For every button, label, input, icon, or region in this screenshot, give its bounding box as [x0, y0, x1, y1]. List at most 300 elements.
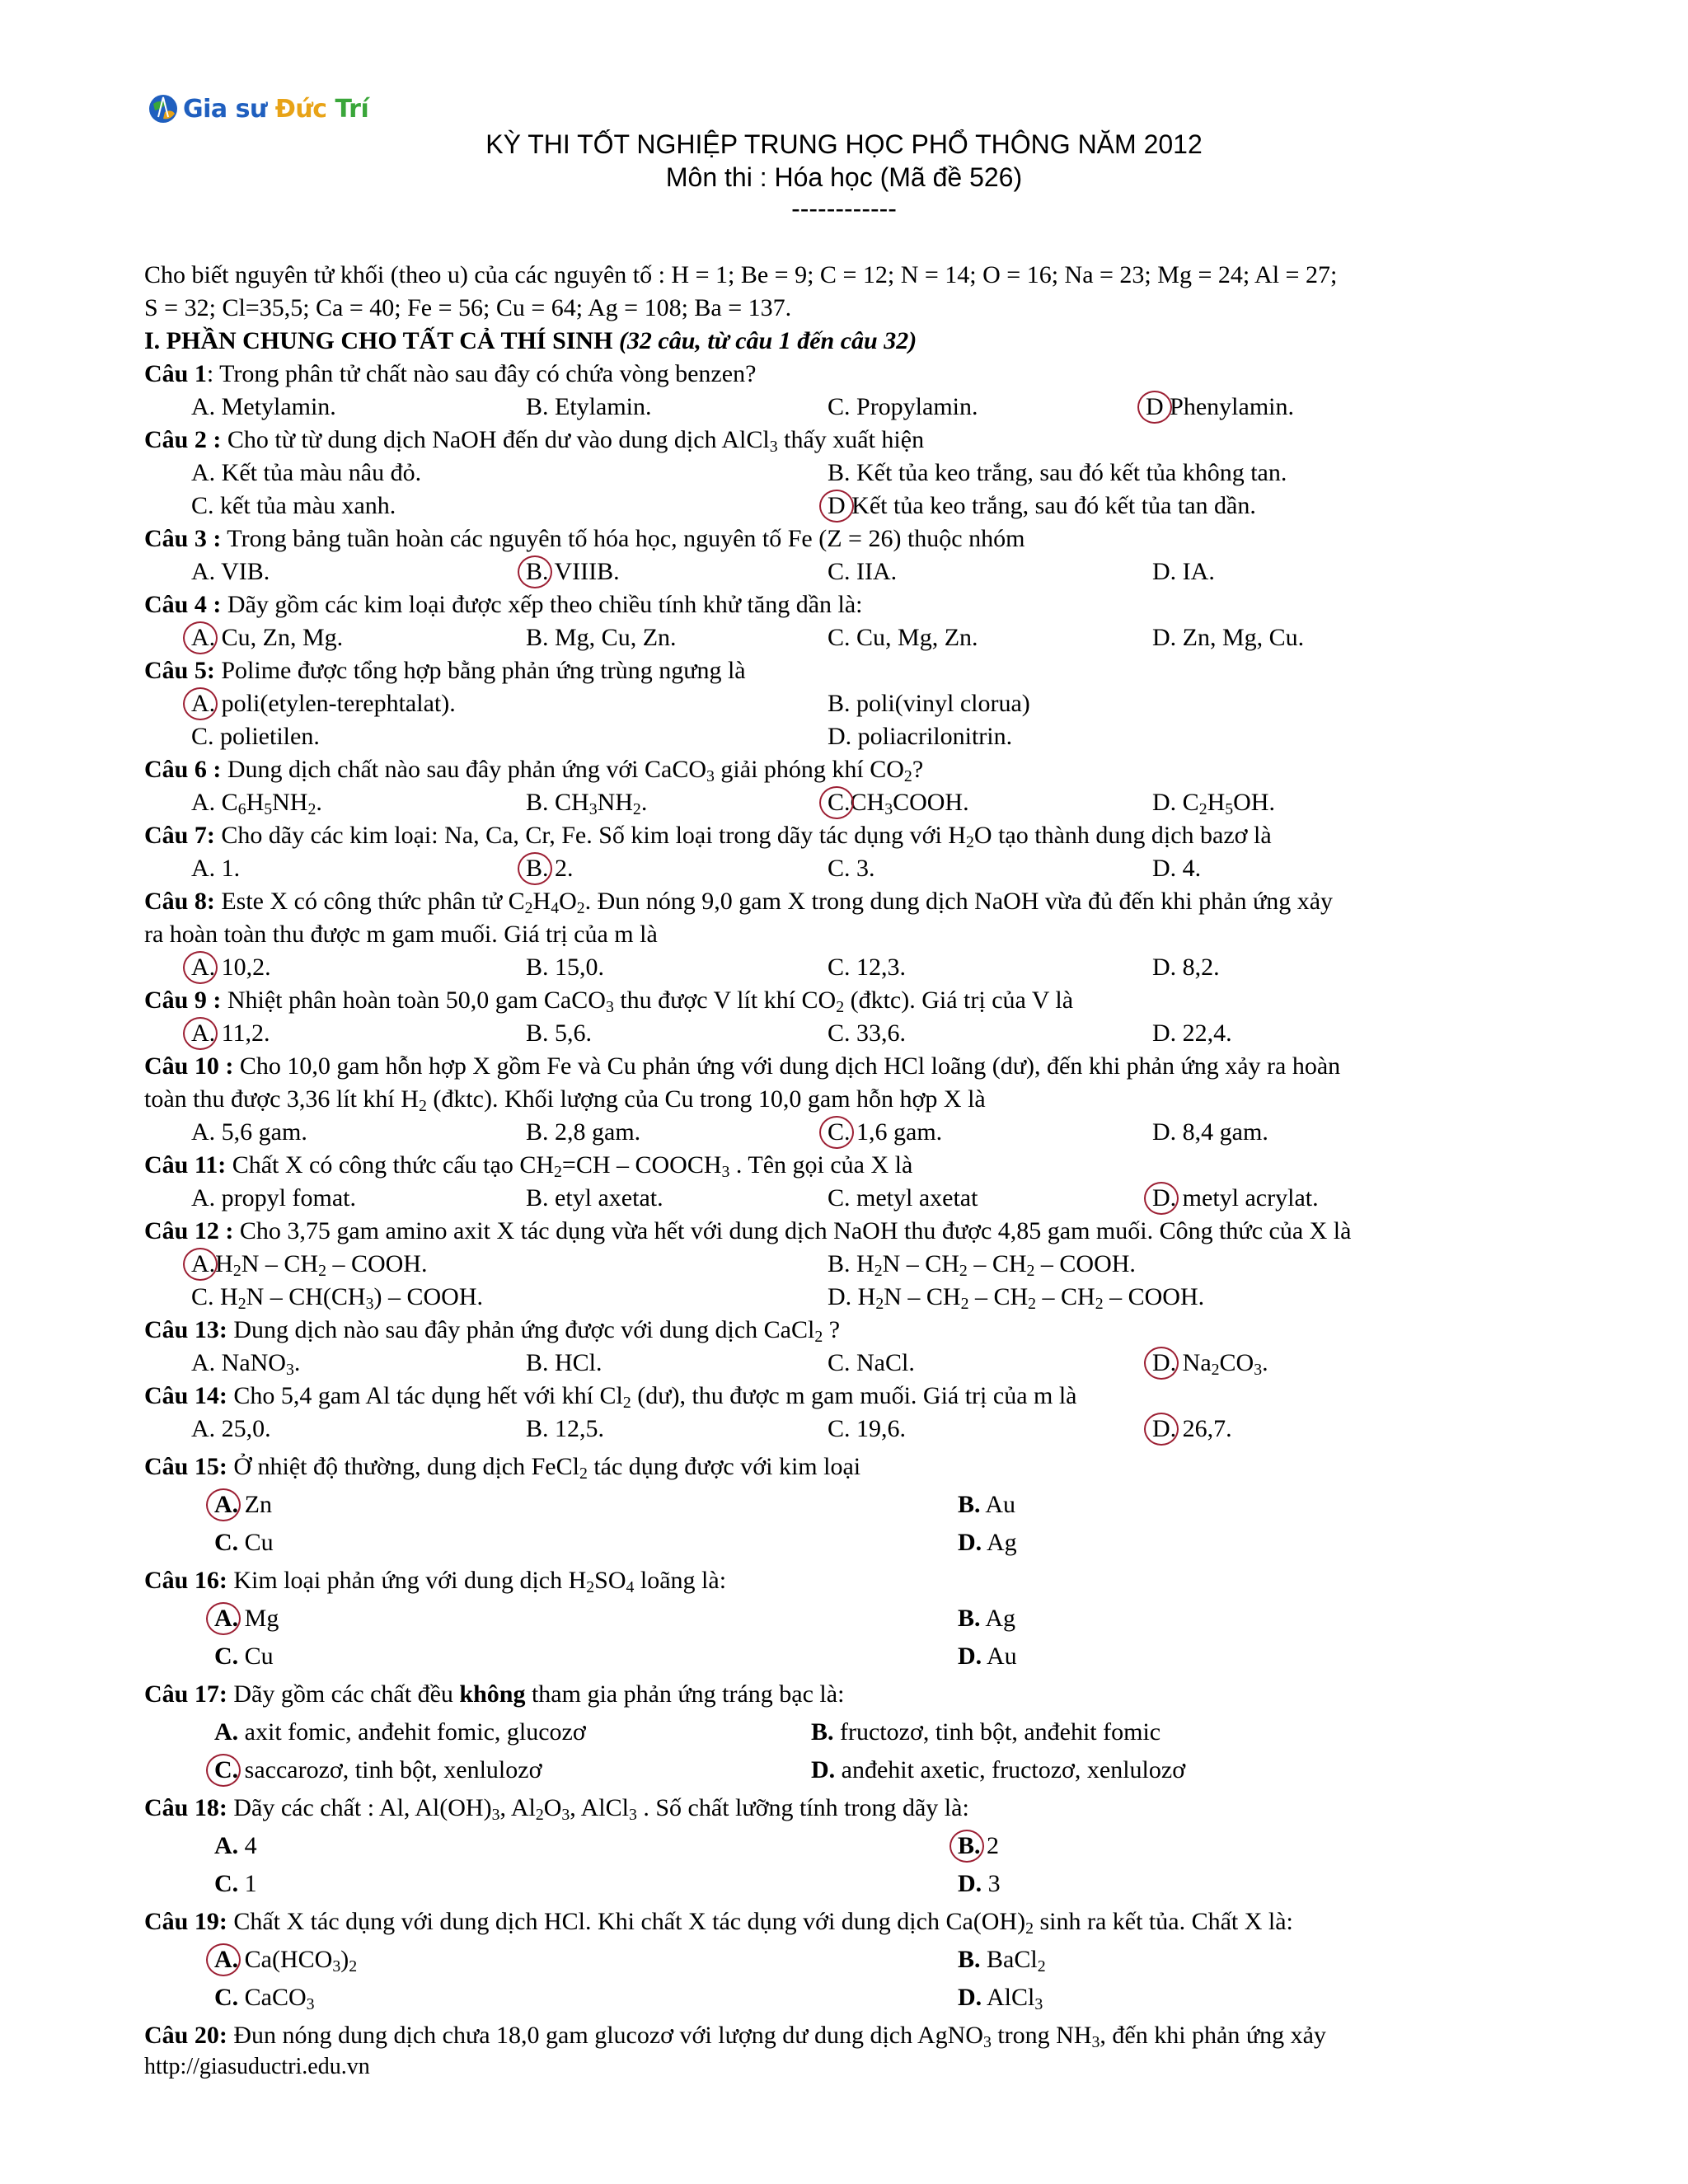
q12-b-2: N – CH	[882, 1250, 959, 1277]
q1-option-a[interactable]: A. Metylamin.	[191, 393, 336, 420]
q9-text: Nhiệt phân hoàn toàn 50,0 gam CaCO	[221, 987, 606, 1014]
q11-label: Câu 11:	[144, 1151, 227, 1179]
q17-text: Dãy gồm các chất đều	[227, 1680, 460, 1708]
q14-option-b[interactable]: B. 12,5.	[526, 1415, 605, 1442]
q16-d-letter: D.	[958, 1643, 982, 1670]
q12-a-2: N – CH	[241, 1250, 319, 1277]
q2-text: Cho từ từ dung dịch NaOH đến dư vào dung dịch AlCl	[221, 426, 770, 453]
q9-option-d[interactable]: D. 22,4.	[1152, 1019, 1232, 1047]
q17-d-text: anđehit axetic, fructozơ, xenlulozơ	[835, 1756, 1186, 1783]
q3-b-text: VIIIB.	[548, 558, 620, 585]
exam-subtitle: Môn thi : Hóa học (Mã đề 526)	[665, 162, 1023, 192]
q4-a-letter: A.	[191, 624, 216, 651]
intro-line1: Cho biết nguyên tử khối (theo u) của các nguyên tố : H = 1; Be = 9; C = 12; N = 14; O = 16; Na = 23; Mg = 24; Al = 27;	[144, 261, 1338, 288]
section-note: (32 câu, từ câu 1 đến câu 32)	[618, 327, 917, 354]
q16-option-d[interactable]	[958, 1640, 1017, 1673]
q6-c-1: CH	[850, 789, 885, 816]
q19-option-c[interactable]	[214, 1981, 315, 2014]
q9-sub2: 2	[836, 997, 845, 1016]
q12-option-a[interactable]	[191, 1248, 427, 1281]
brand-name-part2: Đức	[274, 94, 327, 124]
question-6	[144, 753, 923, 786]
answer-circle-icon	[518, 852, 552, 885]
answer-circle-icon	[1144, 1413, 1179, 1446]
answer-circle-icon	[206, 1754, 241, 1787]
section-title-text: I. PHẦN CHUNG CHO TẤT CẢ THÍ SINH	[144, 327, 613, 354]
q12-a-1: H	[215, 1250, 233, 1277]
q17-option-b[interactable]	[811, 1716, 1160, 1749]
q20-text3: , đến khi phản ứng xảy	[1100, 2022, 1326, 2049]
answer-circle-icon	[1144, 1347, 1179, 1380]
q16-text: Kim loại phản ứng với dung dịch H	[227, 1567, 587, 1594]
q12-c-1: C. H	[191, 1283, 238, 1310]
q19-d-letter: D.	[958, 1984, 982, 2011]
q15-b-text: Au	[980, 1491, 1016, 1518]
q12-d-sub1: 2	[875, 1294, 884, 1313]
question-3	[144, 523, 1025, 555]
q17-a-text: axit fomic, anđehit fomic, glucozơ	[238, 1718, 586, 1746]
q18-option-d[interactable]	[958, 1868, 1001, 1900]
q12-d-5: – COOH.	[1103, 1283, 1205, 1310]
q20-sub1: 3	[982, 2032, 992, 2051]
q2-option-a[interactable]: A. Kết tủa màu nâu đỏ.	[191, 459, 422, 486]
q6-d-3: OH.	[1233, 789, 1275, 816]
answer-circle-icon	[206, 1602, 241, 1635]
question-20	[144, 2019, 1326, 2052]
q19-label: Câu 19:	[144, 1908, 227, 1935]
q4-option-a[interactable]	[191, 621, 343, 654]
q10-option-a[interactable]: A. 5,6 gam.	[191, 1118, 307, 1146]
q9-label: Câu 9 :	[144, 987, 222, 1014]
question-12	[144, 1215, 1351, 1248]
header-divider: ------------	[791, 194, 897, 223]
q11-d-letter: D.	[1152, 1184, 1177, 1212]
q13-a-sub: 3	[285, 1360, 294, 1379]
q7-option-b[interactable]	[526, 852, 574, 885]
q20-text: Đun nóng dung dịch chưa 18,0 gam glucozơ với lượng dư dung dịch AgNO	[227, 2022, 983, 2049]
q19-a-1: Ca(HCO	[238, 1946, 333, 1973]
q4-option-d[interactable]: D. Zn, Mg, Cu.	[1152, 624, 1305, 651]
q15-c-letter: C.	[214, 1529, 239, 1556]
q10-line2-b: (đktc). Khối lượng của Cu trong 10,0 gam hỗn hợp X là	[426, 1085, 986, 1113]
q17-option-d[interactable]	[811, 1754, 1185, 1787]
q2-option-d[interactable]	[828, 490, 1256, 523]
answer-circle-icon	[206, 1488, 241, 1521]
q4-option-c[interactable]: C. Cu, Mg, Zn.	[828, 624, 978, 651]
q11-text2: =CH – COOCH	[561, 1151, 722, 1179]
q6-option-a[interactable]	[191, 786, 322, 819]
q18-sub1: 3	[491, 1805, 500, 1824]
q16-option-a[interactable]	[214, 1602, 279, 1635]
question-14	[144, 1380, 1077, 1413]
q6-b-sub1: 3	[588, 799, 598, 818]
q20-label: Câu 20:	[144, 2022, 227, 2049]
q9-text3: (đktc). Giá trị của V là	[844, 987, 1074, 1014]
q11-text: Chất X có công thức cấu tạo CH	[226, 1151, 555, 1179]
q18-option-c[interactable]	[214, 1868, 257, 1900]
q15-option-a[interactable]	[214, 1488, 272, 1521]
q13-a-2: .	[293, 1349, 301, 1376]
q6-option-d[interactable]	[1152, 786, 1275, 819]
q14-option-c[interactable]: C. 19,6.	[828, 1415, 907, 1442]
q17-c-text: saccarozơ, tinh bột, xenlulozơ	[238, 1756, 542, 1783]
section-title	[144, 325, 917, 358]
q11-text3: . Tên gọi của X là	[729, 1151, 913, 1179]
q8-sub1: 2	[524, 898, 533, 917]
q16-sub1: 2	[586, 1577, 595, 1596]
q8-line2: ra hoàn toàn thu được m gam muối. Giá trị của m là	[144, 921, 658, 948]
q12-a-sub1: 2	[232, 1261, 241, 1280]
q2-d-letter: D	[828, 492, 846, 519]
q9-a-text: 11,2.	[215, 1019, 270, 1047]
q14-text: Cho 5,4 gam Al tác dụng hết với khí Cl	[227, 1382, 623, 1409]
q8-text: Este X có công thức phân tử C	[214, 888, 525, 915]
q10-option-c[interactable]	[828, 1116, 942, 1149]
q10-text: Cho 10,0 gam hỗn hợp X gồm Fe và Cu phản ứng với dung dịch HCl loãng (dư), đến khi phản ứng xảy ra hoàn	[233, 1052, 1341, 1080]
q17-d-letter: D.	[811, 1756, 836, 1783]
q17-text2: tham gia phản ứng tráng bạc là:	[525, 1680, 845, 1708]
q12-c-2: N – CH(CH	[246, 1283, 366, 1310]
q19-c-1: CaCO	[238, 1984, 307, 2011]
q1-option-d[interactable]	[1146, 391, 1294, 424]
q2-d-text: Kết tủa keo trắng, sau đó kết tủa tan dần.	[845, 492, 1256, 519]
q11-sub1: 2	[554, 1162, 562, 1181]
q14-text2: (dư), thu được m gam muối. Giá trị của m là	[631, 1382, 1077, 1409]
q17-option-a[interactable]	[214, 1716, 586, 1749]
q16-option-c[interactable]	[214, 1640, 274, 1673]
q18-text2: , Al	[499, 1794, 536, 1821]
q6-a-sub1: 6	[237, 799, 246, 818]
footer-url[interactable]: http://giasuductri.edu.vn	[144, 2054, 370, 2079]
q10-c-text: 1,6 gam.	[850, 1118, 943, 1146]
q8-label: Câu 8:	[144, 888, 215, 915]
q6-a-sub3: 2	[307, 799, 316, 818]
q6-c-letter: C.	[828, 789, 851, 816]
q6-b-2: NH	[597, 789, 633, 816]
q13-d-sub1: 2	[1211, 1360, 1220, 1379]
q16-c-text: Cu	[238, 1643, 274, 1670]
q19-d-sub: 3	[1034, 1994, 1043, 2013]
q19-text2: sinh ra kết tủa. Chất X là:	[1033, 1908, 1293, 1935]
q5-option-a[interactable]	[191, 687, 456, 720]
q1-option-b[interactable]: B. Etylamin.	[526, 393, 652, 420]
q16-c-letter: C.	[214, 1643, 239, 1670]
q12-c-3: ) – COOH.	[373, 1283, 483, 1310]
q7-text2: O tạo thành dung dịch bazơ là	[973, 822, 1272, 849]
q3-label: Câu 3 :	[144, 525, 222, 552]
q3-option-c[interactable]: C. IIA.	[828, 558, 898, 585]
q10-option-b[interactable]: B. 2,8 gam.	[526, 1118, 641, 1146]
q12-c-sub2: 3	[365, 1294, 374, 1313]
q9-option-a[interactable]	[191, 1017, 270, 1050]
q6-a-4: .	[316, 789, 322, 816]
q16-sub2: 4	[626, 1577, 635, 1596]
q19-a-sub2: 2	[349, 1957, 358, 1975]
q15-text2: tác dụng được với kim loại	[587, 1453, 861, 1480]
q12-text: Cho 3,75 gam amino axit X tác dụng vừa hết với dung dịch NaOH thu được 4,85 gam muối. Công thức của X là	[233, 1217, 1352, 1244]
q11-sub2: 3	[721, 1162, 730, 1181]
q9-option-c[interactable]: C. 33,6.	[828, 1019, 907, 1047]
q2-sub: 3	[769, 437, 778, 456]
q8-option-b[interactable]: B. 15,0.	[526, 954, 605, 981]
q16-label: Câu 16:	[144, 1567, 227, 1594]
q18-sub2: 2	[535, 1805, 544, 1824]
q10-line2	[144, 1083, 986, 1116]
q19-a-letter: A.	[214, 1946, 239, 1973]
q7-label: Câu 7:	[144, 822, 215, 849]
q10-sub1: 2	[418, 1096, 427, 1115]
question-2	[144, 424, 924, 457]
q8-text2: H	[532, 888, 551, 915]
q13-text: Dung dịch nào sau đây phản ứng được với dung dịch CaCl	[227, 1316, 815, 1343]
q16-a-text: Mg	[238, 1605, 279, 1632]
question-18	[144, 1792, 969, 1825]
q12-d-sub2: 2	[960, 1294, 969, 1313]
q16-b-text: Ag	[980, 1605, 1016, 1632]
question-15	[144, 1451, 860, 1483]
q8-option-c[interactable]: C. 12,3.	[828, 954, 907, 981]
q6-d-2: H	[1207, 789, 1226, 816]
q12-d-3: – CH	[968, 1283, 1029, 1310]
q12-option-c[interactable]	[191, 1281, 483, 1314]
q19-text: Chất X tác dụng với dung dịch HCl. Khi chất X tác dụng với dung dịch Ca(OH)	[227, 1908, 1026, 1935]
q6-c-sub1: 3	[884, 799, 893, 818]
answer-circle-icon	[1144, 1182, 1179, 1215]
q13-d-3: .	[1262, 1349, 1268, 1376]
question-4	[144, 588, 863, 621]
q3-text: Trong bảng tuần hoàn các nguyên tố hóa học, nguyên tố Fe (Z = 26) thuộc nhóm	[221, 525, 1025, 552]
q12-b-sub3: 2	[1026, 1261, 1035, 1280]
q16-option-b[interactable]	[958, 1602, 1015, 1635]
q16-a-letter: A.	[214, 1605, 239, 1632]
q18-a-letter: A.	[214, 1832, 239, 1859]
answer-circle-icon	[518, 555, 552, 588]
q13-a-1: A. NaNO	[191, 1349, 286, 1376]
q3-option-d[interactable]: D. IA.	[1152, 558, 1215, 585]
q3-option-b[interactable]	[526, 555, 620, 588]
q19-a-sub1: 3	[332, 1957, 341, 1975]
answer-circle-icon	[819, 786, 854, 819]
q13-option-a[interactable]	[191, 1347, 300, 1380]
q8-text4: . Đun nóng 9,0 gam X trong dung dịch NaOH vừa đủ đến khi phản ứng xảy	[584, 888, 1334, 915]
q15-a-text: Zn	[238, 1491, 272, 1518]
q18-sub4: 3	[628, 1805, 637, 1824]
q12-option-b[interactable]	[828, 1248, 1136, 1281]
q12-d-sub4: 2	[1095, 1294, 1104, 1313]
q19-sub1: 2	[1025, 1919, 1034, 1938]
q19-c-sub: 3	[306, 1994, 315, 2013]
q18-option-b[interactable]	[958, 1830, 999, 1863]
question-10	[144, 1050, 1340, 1083]
q6-text3: ?	[912, 756, 924, 783]
q7-option-c[interactable]: C. 3.	[828, 855, 875, 882]
q15-label: Câu 15:	[144, 1453, 227, 1480]
q6-a-2: H	[246, 789, 265, 816]
q1-option-c[interactable]: C. Propylamin.	[828, 393, 978, 420]
q17-b-letter: B.	[811, 1718, 834, 1746]
q19-b-sub: 2	[1037, 1957, 1046, 1975]
q9-text2: thu được V lít khí CO	[613, 987, 837, 1014]
q15-option-b[interactable]	[958, 1488, 1015, 1521]
q13-d-letter: D.	[1152, 1349, 1177, 1376]
question-13	[144, 1314, 840, 1347]
brand-logo[interactable]	[147, 92, 368, 125]
q19-option-d[interactable]	[958, 1981, 1043, 2014]
q17-option-c[interactable]	[214, 1754, 542, 1787]
q13-option-b[interactable]: B. HCl.	[526, 1349, 603, 1376]
q12-a-letter: A.	[191, 1250, 216, 1277]
question-16	[144, 1564, 726, 1597]
question-1	[144, 358, 756, 391]
q13-option-d[interactable]	[1152, 1347, 1268, 1380]
q9-a-letter: A.	[191, 1019, 216, 1047]
q9-sub1: 3	[605, 997, 614, 1016]
q13-label: Câu 13:	[144, 1316, 227, 1343]
q2-text-end: thấy xuất hiện	[777, 426, 925, 453]
q13-d-sub2: 3	[1254, 1360, 1263, 1379]
q12-d-1: D. H	[828, 1283, 876, 1310]
q12-d-4: – CH	[1036, 1283, 1095, 1310]
q5-a-letter: A.	[191, 690, 216, 717]
q19-b-letter: B.	[958, 1946, 981, 1973]
q8-a-letter: A.	[191, 954, 216, 981]
q3-option-a[interactable]: A. VIB.	[191, 558, 270, 585]
q10-option-d[interactable]: D. 8,4 gam.	[1152, 1118, 1268, 1146]
q7-b-letter: B.	[526, 855, 549, 882]
q8-option-d[interactable]: D. 8,2.	[1152, 954, 1220, 981]
q18-label: Câu 18:	[144, 1794, 227, 1821]
q6-label: Câu 6 :	[144, 756, 222, 783]
q8-text3: O	[559, 888, 577, 915]
q17-bold: không	[459, 1680, 526, 1708]
q6-b-3: .	[640, 789, 648, 816]
q11-option-a[interactable]: A. propyl fomat.	[191, 1184, 356, 1212]
q14-option-d[interactable]	[1152, 1413, 1232, 1446]
q18-option-a[interactable]	[214, 1830, 257, 1863]
q12-b-sub1: 2	[874, 1261, 883, 1280]
question-8	[144, 885, 1333, 918]
q3-b-letter: B.	[526, 558, 549, 585]
q6-option-b[interactable]	[526, 786, 647, 819]
q15-text: Ở nhiệt độ thường, dung dịch FeCl	[227, 1453, 579, 1480]
q17-b-text: fructozơ, tinh bột, anđehit fomic	[833, 1718, 1161, 1746]
q7-option-d[interactable]: D. 4.	[1152, 855, 1202, 882]
q6-option-c[interactable]	[828, 786, 969, 819]
q18-c-letter: C.	[214, 1870, 239, 1897]
question-11	[144, 1149, 912, 1182]
answer-circle-icon	[183, 1248, 218, 1281]
q15-option-c[interactable]	[214, 1526, 274, 1559]
q18-a-text: 4	[238, 1832, 257, 1859]
intro-line2: S = 32; Cl=35,5; Ca = 40; Fe = 56; Cu = 64; Ag = 108; Ba = 137.	[144, 294, 792, 321]
q6-sub1: 3	[706, 766, 715, 785]
question-9	[144, 984, 1073, 1017]
q6-b-1: B. CH	[526, 789, 589, 816]
q14-label: Câu 14:	[144, 1382, 227, 1409]
q19-option-b[interactable]	[958, 1943, 1046, 1976]
q12-b-sub2: 2	[959, 1261, 968, 1280]
q18-d-text: 3	[982, 1870, 1001, 1897]
q11-option-b[interactable]: B. etyl axetat.	[526, 1184, 663, 1212]
q5-text: Polime được tổng hợp bằng phản ứng trùng ngưng là	[214, 657, 746, 684]
q15-d-letter: D.	[958, 1529, 982, 1556]
q13-sub1: 2	[814, 1327, 823, 1346]
q15-a-letter: A.	[214, 1491, 239, 1518]
q6-d-sub2: 5	[1225, 799, 1234, 818]
q6-d-sub1: 2	[1198, 799, 1207, 818]
q15-d-text: Ag	[982, 1529, 1017, 1556]
q11-option-c[interactable]: C. metyl axetat	[828, 1184, 978, 1212]
q12-option-d[interactable]	[828, 1281, 1204, 1314]
q5-option-c[interactable]: C. polietilen.	[191, 723, 320, 750]
question-5	[144, 654, 746, 687]
q18-text: Dãy các chất : Al, Al(OH)	[227, 1794, 492, 1821]
brand-name	[183, 95, 368, 124]
q12-label: Câu 12 :	[144, 1217, 234, 1244]
q5-label: Câu 5:	[144, 657, 215, 684]
q7-sub1: 2	[966, 832, 974, 851]
q16-text3: loãng là:	[634, 1567, 727, 1594]
q2-option-b[interactable]: B. Kết tủa keo trắng, sau đó kết tủa không tan.	[828, 459, 1287, 486]
q19-b-1: BaCl	[980, 1946, 1038, 1973]
q15-sub1: 2	[579, 1464, 588, 1483]
q14-sub1: 2	[622, 1393, 631, 1412]
q13-option-c[interactable]: C. NaCl.	[828, 1349, 915, 1376]
answer-circle-icon	[206, 1943, 241, 1976]
q8-sub3: 2	[576, 898, 585, 917]
q4-option-b[interactable]: B. Mg, Cu, Zn.	[526, 624, 677, 651]
answer-circle-icon	[950, 1830, 984, 1863]
question-7	[144, 819, 1272, 852]
q6-text2: giải phóng khí CO	[714, 756, 904, 783]
q13-text2: ?	[823, 1316, 841, 1343]
q7-b-text: 2.	[548, 855, 574, 882]
q5-option-b[interactable]: B. poli(vinyl clorua)	[828, 690, 1030, 717]
q10-label: Câu 10 :	[144, 1052, 234, 1080]
q12-b-3: – CH	[967, 1250, 1027, 1277]
q18-text3: O	[543, 1794, 562, 1821]
q16-d-text: Au	[982, 1643, 1017, 1670]
q1-d-letter: D	[1146, 393, 1164, 420]
q6-d-1: D. C	[1152, 789, 1199, 816]
q18-text4: , AlCl	[570, 1794, 629, 1821]
answer-circle-icon	[1137, 391, 1172, 424]
q9-option-b[interactable]: B. 5,6.	[526, 1019, 593, 1047]
q14-d-text: 26,7.	[1176, 1415, 1232, 1442]
q15-option-d[interactable]	[958, 1526, 1017, 1559]
q13-d-1: Na	[1176, 1349, 1212, 1376]
q1-label: Câu 1	[144, 360, 207, 387]
answer-circle-icon	[819, 490, 854, 523]
q6-a-1: A. C	[191, 789, 238, 816]
q2-option-c[interactable]: C. kết tủa màu xanh.	[191, 492, 396, 519]
q12-d-2: N – CH	[884, 1283, 961, 1310]
q13-d-2: CO	[1219, 1349, 1254, 1376]
q11-option-d[interactable]	[1152, 1182, 1319, 1215]
q19-option-a[interactable]	[214, 1943, 357, 1976]
brand-name-part1: Gia sư	[183, 94, 267, 124]
q5-option-d[interactable]: D. poliacrilonitrin.	[828, 723, 1013, 750]
q6-a-sub2: 5	[264, 799, 273, 818]
q6-text: Dung dịch chất nào sau đây phản ứng với CaCO	[221, 756, 707, 783]
answer-circle-icon	[183, 951, 218, 984]
q19-c-letter: C.	[214, 1984, 239, 2011]
q7-option-a[interactable]: A. 1.	[191, 855, 241, 882]
q8-option-a[interactable]	[191, 951, 271, 984]
exam-title: KỲ THI TỐT NGHIỆP TRUNG HỌC PHỔ THÔNG NĂM 2012	[485, 129, 1203, 159]
q14-option-a[interactable]: A. 25,0.	[191, 1415, 271, 1442]
q12-a-sub2: 2	[318, 1261, 326, 1280]
